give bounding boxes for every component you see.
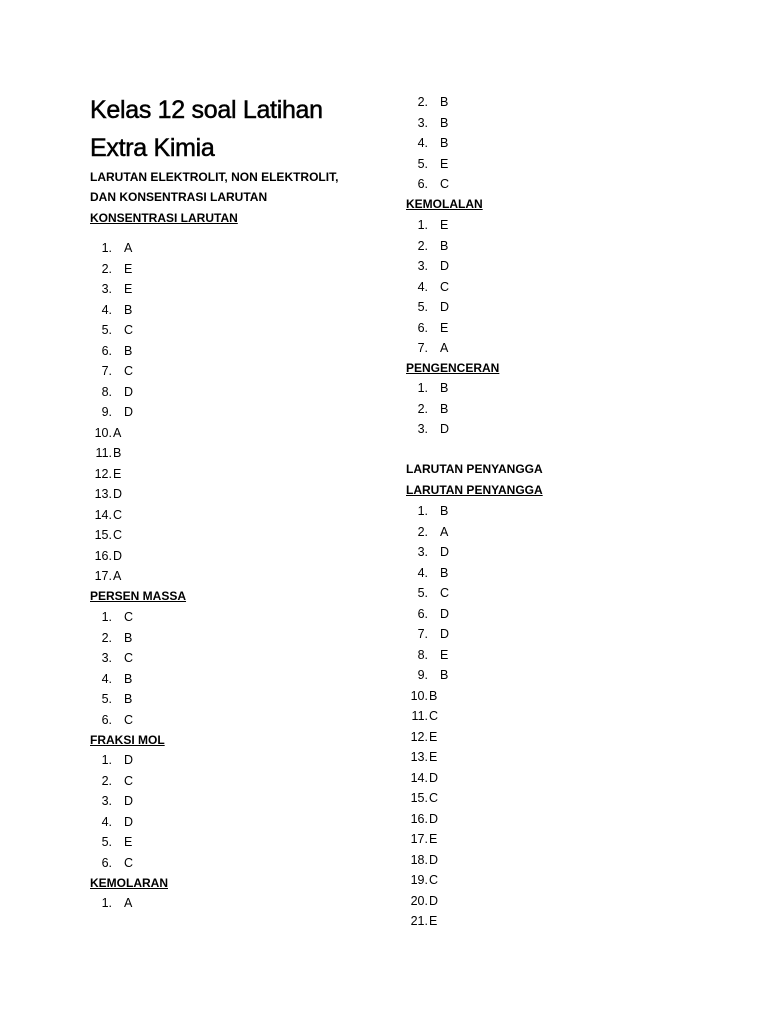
answer-item [90,713,133,727]
section-heading-pengenceran: PENGENCERAN [406,361,500,375]
answer-item [406,402,448,416]
answer-letter: E [124,835,133,849]
answer-letter: D [440,300,450,314]
question-number: 11. [95,446,112,460]
question-number: 3. [101,651,112,665]
question-number: 5. [417,156,428,171]
answer-item [90,753,133,767]
question-number: 6. [101,855,112,870]
question-number: 4. [417,279,428,294]
answer-item [90,774,133,788]
question-number: 15. [410,791,428,805]
answer-letter: D [440,545,450,559]
answer-letter: C [429,873,439,887]
answer-letter: E [113,466,122,481]
answer-letter: D [440,422,450,436]
answer-item [406,545,449,559]
answer-item [90,569,121,583]
answer-item [90,528,122,542]
answer-letter: C [124,364,134,378]
answer-letter: A [440,524,449,539]
answer-letter: B [124,630,133,645]
question-number: 7. [417,341,428,355]
answer-letter: D [429,811,439,826]
question-number: 2. [417,524,428,539]
question-number: 16. [410,811,428,826]
answer-item [406,321,448,335]
answer-letter: C [440,586,450,600]
answer-item [90,815,133,829]
answer-item [406,894,438,908]
question-number: 5. [101,323,112,337]
answer-letter: B [440,401,449,416]
answer-item [406,95,448,109]
answer-letter: A [113,425,122,440]
question-number: 12. [94,466,112,481]
answer-item [406,832,437,846]
answer-letter: E [429,729,438,744]
question-number: 6. [101,712,112,727]
answer-letter: D [124,753,134,767]
answer-item [90,856,133,870]
question-number: 7. [417,627,428,641]
answer-letter: D [429,852,439,867]
question-number: 2. [101,773,112,788]
answer-item [90,344,132,358]
question-number: 1. [417,381,428,395]
answer-item [406,709,438,723]
answer-item [90,651,133,665]
question-number: 10. [94,425,112,440]
answer-letter: D [124,405,134,419]
answer-item [406,259,449,273]
answer-item [90,549,122,563]
question-number: 1. [101,241,112,255]
answer-item [90,426,121,440]
answer-item [90,508,122,522]
answer-letter: E [124,282,133,296]
question-number: 1. [101,753,112,767]
question-number: 2. [417,95,428,109]
answer-letter: C [124,323,134,337]
answer-item [90,487,122,501]
answer-letter: C [429,791,439,805]
question-number: 8. [417,647,428,662]
answer-item [406,730,437,744]
answer-item [406,812,438,826]
answer-letter: D [113,548,123,563]
answer-item [90,385,133,399]
answer-item [406,381,448,395]
answer-letter: C [113,507,123,522]
answer-item [406,300,449,314]
question-number: 3. [417,422,428,436]
answer-letter: A [124,241,133,255]
question-number: 2. [101,261,112,276]
answer-letter: C [440,279,450,294]
answer-letter: C [440,177,450,191]
answer-letter: C [124,610,134,624]
question-number: 5. [417,586,428,600]
question-number: 18. [410,852,428,867]
answer-item [406,873,438,887]
question-number: 7. [101,364,112,378]
question-number: 10. [410,688,428,703]
question-number: 6. [417,177,428,191]
question-number: 6. [101,343,112,358]
answer-item [406,668,448,682]
question-number: 17. [410,832,428,846]
question-number: 14. [94,507,112,522]
answer-item [406,157,448,171]
question-number: 21. [410,914,428,928]
answer-letter: B [124,302,133,317]
question-number: 1. [101,896,112,910]
subtitle-line-1: LARUTAN ELEKTROLIT, NON ELEKTROLIT, [90,170,339,184]
question-number: 6. [417,320,428,335]
question-number: 17. [94,569,112,583]
answer-letter: C [124,651,134,665]
question-number: 1. [101,610,112,624]
section-heading-konsentrasi: KONSENTRASI LARUTAN [90,211,238,225]
question-number: 3. [417,115,428,130]
answer-letter: B [124,343,133,358]
answer-letter: E [429,750,438,764]
answer-letter: E [440,647,449,662]
answer-item [406,239,448,253]
question-number: 9. [417,668,428,682]
answer-letter: A [113,569,122,583]
section-heading-kemolalan: KEMOLALAN [406,197,483,211]
answer-letter: A [124,896,133,910]
answer-letter: B [440,95,449,109]
answer-letter: B [440,668,449,682]
answer-letter: B [124,671,133,686]
answer-item [90,446,121,460]
question-number: 14. [410,770,428,785]
answer-letter: C [124,855,134,870]
question-number: 15. [94,528,112,542]
question-number: 3. [417,259,428,273]
answer-letter: E [429,832,438,846]
answer-item [406,280,449,294]
answer-letter: B [440,565,449,580]
answer-letter: B [124,692,133,706]
answer-letter: B [440,504,449,518]
answer-letter: D [124,384,134,399]
answer-letter: C [124,712,134,727]
answer-item [406,791,438,805]
answer-item [90,405,133,419]
question-number: 2. [101,630,112,645]
answer-item [406,689,437,703]
answer-letter: C [429,709,439,723]
answer-item [406,750,437,764]
question-number: 3. [101,794,112,808]
section-title-larutan-penyangga: LARUTAN PENYANGGA [406,462,543,476]
subtitle-line-2: DAN KONSENTRASI LARUTAN [90,190,268,204]
answer-letter: D [113,487,123,501]
answer-item [406,914,437,928]
question-number: 1. [417,504,428,518]
answer-letter: E [440,320,449,335]
answer-item [90,282,132,296]
answer-letter: D [429,770,439,785]
answer-item [90,631,132,645]
question-number: 3. [417,545,428,559]
section-heading-larutan-penyangga: LARUTAN PENYANGGA [406,483,543,497]
answer-letter: E [124,261,133,276]
page-title-line-2: Extra Kimia [90,134,215,162]
answer-letter: D [124,794,134,808]
answer-item [90,835,132,849]
answer-item [90,323,133,337]
question-number: 5. [417,300,428,314]
answer-letter: D [429,893,439,908]
question-number: 19. [410,873,428,887]
question-number: 2. [417,238,428,253]
question-number: 12. [410,729,428,744]
question-number: 8. [101,384,112,399]
answer-letter: D [440,627,450,641]
answer-item [406,648,448,662]
question-number: 6. [417,606,428,621]
question-number: 13. [410,750,428,764]
answer-letter: B [113,446,122,460]
section-heading-fraksi-mol: FRAKSI MOL [90,733,165,747]
page-title-line-1: Kelas 12 soal Latihan [90,96,323,124]
question-number: 5. [101,692,112,706]
answer-letter: E [429,914,438,928]
question-number: 4. [101,671,112,686]
answer-item [406,116,448,130]
question-number: 4. [417,136,428,150]
question-number: 20. [410,893,428,908]
answer-item [90,303,132,317]
answer-item [406,422,449,436]
answer-letter: B [440,136,449,150]
answer-letter: E [440,156,449,171]
answer-item [406,136,448,150]
answer-item [90,241,132,255]
answer-item [90,467,121,481]
answer-letter: C [124,773,134,788]
question-number: 2. [417,401,428,416]
answer-letter: D [124,814,134,829]
answer-item [406,341,448,355]
question-number: 16. [94,548,112,563]
section-heading-persen-massa: PERSEN MASSA [90,589,187,603]
question-number: 4. [101,302,112,317]
question-number: 13. [94,487,112,501]
answer-item [406,627,449,641]
answer-letter: E [440,218,449,232]
answer-item [406,177,449,191]
question-number: 1. [417,218,428,232]
answer-item [406,525,448,539]
answer-item [406,607,449,621]
answer-item [406,853,438,867]
answer-item [90,672,132,686]
answer-item [90,262,132,276]
answer-letter: D [440,606,450,621]
section-heading-kemolaran: KEMOLARAN [90,876,168,890]
question-number: 4. [417,565,428,580]
answer-letter: B [440,238,449,253]
question-number: 11. [411,709,428,723]
answer-item [90,692,132,706]
answer-letter: B [440,115,449,130]
answer-letter: C [113,528,123,542]
answer-letter: A [440,341,449,355]
question-number: 5. [101,835,112,849]
question-number: 4. [101,814,112,829]
answer-item [406,586,449,600]
answer-item [406,504,448,518]
answer-item [90,610,133,624]
question-number: 3. [101,282,112,296]
answer-item [406,771,438,785]
answer-item [406,218,448,232]
question-number: 9. [101,405,112,419]
answer-letter: D [440,259,450,273]
answer-letter: B [440,381,449,395]
answer-item [90,364,133,378]
answer-letter: B [429,688,438,703]
answer-item [90,896,132,910]
answer-item [90,794,133,808]
answer-item [406,566,448,580]
